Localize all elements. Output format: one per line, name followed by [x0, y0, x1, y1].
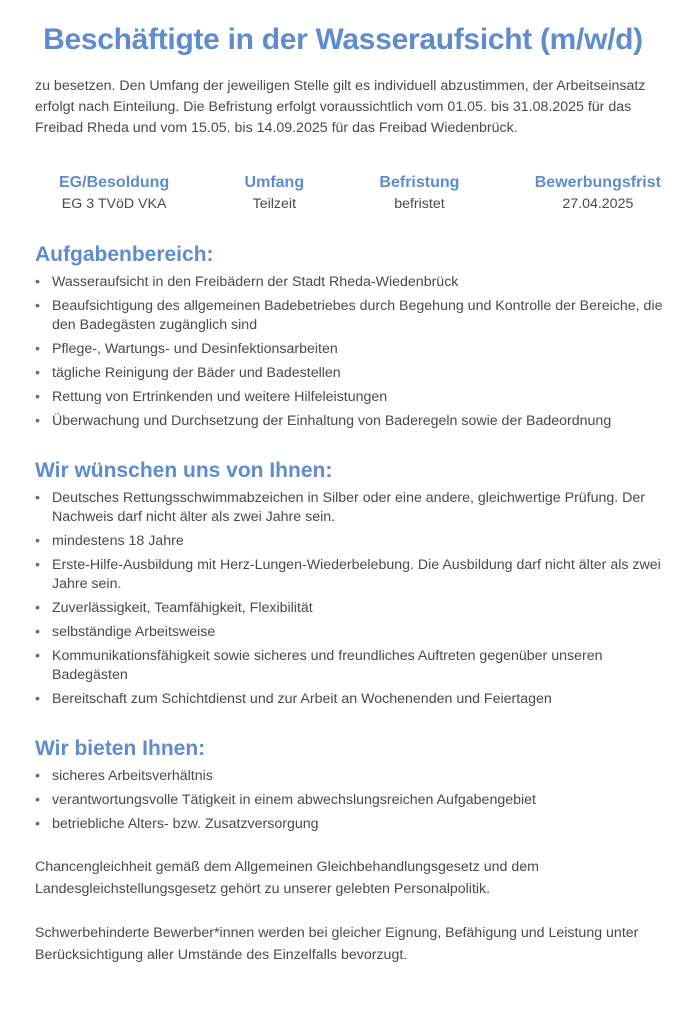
list-item-text: Überwachung und Durchsetzung der Einhaltung von Baderegeln sowie der Badeordnung: [52, 413, 612, 429]
list-item: [35, 273, 673, 292]
list-item-text: Deutsches Rettungsschwimmabzeichen in Silber oder eine andere, gleichwertige Prüfung. Der Nachweis darf nicht älter als zwei Jahre sein.: [52, 490, 646, 525]
list-item: [35, 556, 673, 594]
fact-deadline: [535, 173, 661, 215]
bullet-icon: •: [35, 274, 40, 290]
list-item: [35, 340, 673, 359]
list-item: [35, 623, 673, 642]
page-title: Beschäftigte in der Wasseraufsicht (m/w/d): [43, 23, 643, 56]
list-item: [35, 599, 673, 618]
list-item-text: Zuverlässigkeit, Teamfähigkeit, Flexibilität: [52, 600, 313, 616]
fact-label: Befristung: [379, 174, 460, 191]
section-heading-requirements: Wir wünschen uns von Ihnen:: [35, 459, 333, 482]
fact-label: Umfang: [244, 174, 305, 191]
list-item-text: verantwortungsvolle Tätigkeit in einem abwechslungsreichen Aufgabengebiet: [52, 792, 536, 808]
bullet-icon: •: [35, 557, 40, 573]
key-facts: [35, 173, 673, 215]
list-item-text: mindestens 18 Jahre: [52, 533, 184, 549]
bullet-icon: •: [35, 792, 40, 808]
list-item-text: selbständige Arbeitsweise: [52, 624, 216, 640]
list-item: [35, 690, 673, 709]
fact-pay-grade: [59, 173, 169, 215]
list-item-text: Bereitschaft zum Schichtdienst und zur Arbeit an Wochenenden und Feiertagen: [52, 691, 552, 707]
tasks-list: [35, 273, 673, 431]
bullet-icon: •: [35, 691, 40, 707]
bullet-icon: •: [35, 816, 40, 832]
fact-value: EG 3 TVöD VKA: [61, 196, 167, 212]
bullet-icon: •: [35, 768, 40, 784]
list-item-text: sicheres Arbeitsverhältnis: [52, 768, 213, 784]
intro-paragraph: zu besetzen. Den Umfang der jeweiligen Stelle gilt es individuell abzustimmen, der Arbeitseinsatz erfolgt nach Einteilung. Die Befristung erfolgt voraussichtlich vom 01.05. bis 31.08.2025 für das Freibad Rheda und vom 15.05. bis 14.09.2025 für das Freibad Wiedenbrück.: [35, 78, 646, 136]
bullet-icon: •: [35, 413, 40, 429]
requirements-list: [35, 489, 673, 709]
fact-value: 27.04.2025: [562, 196, 634, 212]
fact-term: [379, 173, 459, 215]
list-item: [35, 532, 673, 551]
fact-value: befristet: [394, 196, 445, 212]
list-item: [35, 489, 673, 527]
fact-value: Teilzeit: [252, 196, 297, 212]
bullet-icon: •: [35, 341, 40, 357]
list-item: [35, 767, 673, 786]
list-item-text: Kommunikationsfähigkeit sowie sicheres und freundliches Auftreten gegenüber unseren Badegästen: [52, 648, 603, 683]
list-item: [35, 412, 673, 431]
list-item-text: Beaufsichtigung des allgemeinen Badebetriebes durch Begehung und Kontrolle der Bereiche, die den Badegästen zugänglich sind: [52, 298, 663, 333]
bullet-icon: •: [35, 533, 40, 549]
bullet-icon: •: [35, 648, 40, 664]
fact-scope: [245, 173, 305, 215]
bullet-icon: •: [35, 389, 40, 405]
equal-opportunity-paragraph: Chancengleichheit gemäß dem Allgemeinen Gleichbehandlungsgesetz und dem Landesgleichstellungsgesetz gehört zu unserer gelebten Personalpolitik.: [35, 859, 539, 897]
bullet-icon: •: [35, 624, 40, 640]
list-item-text: betriebliche Alters- bzw. Zusatzversorgung: [52, 816, 319, 832]
disability-paragraph: Schwerbehinderte Bewerber*innen werden bei gleicher Eignung, Befähigung und Leistung unter Berücksichtigung aller Umstände des Einzelfalls bevorzugt.: [35, 925, 639, 963]
bullet-icon: •: [35, 298, 40, 314]
list-item: [35, 388, 673, 407]
bullet-icon: •: [35, 365, 40, 381]
bullet-icon: •: [35, 490, 40, 506]
list-item: [35, 815, 673, 834]
list-item: [35, 791, 673, 810]
list-item-text: Rettung von Ertrinkenden und weitere Hilfeleistungen: [52, 389, 388, 405]
list-item: [35, 647, 673, 685]
list-item: [35, 364, 673, 383]
section-heading-tasks: Aufgabenbereich:: [35, 243, 214, 266]
list-item-text: Pflege-, Wartungs- und Desinfektionsarbeiten: [52, 341, 338, 357]
list-item: [35, 297, 673, 335]
fact-label: EG/Besoldung: [59, 174, 170, 191]
offer-list: [35, 767, 673, 834]
list-item-text: Erste-Hilfe-Ausbildung mit Herz-Lungen-Wiederbelebung. Die Ausbildung darf nicht älter als zwei Jahre sein.: [52, 557, 661, 592]
bullet-icon: •: [35, 600, 40, 616]
list-item-text: Wasseraufsicht in den Freibädern der Stadt Rheda-Wiedenbrück: [52, 274, 459, 290]
fact-label: Bewerbungsfrist: [534, 174, 661, 191]
list-item-text: tägliche Reinigung der Bäder und Badestellen: [52, 365, 341, 381]
section-heading-offer: Wir bieten Ihnen:: [35, 737, 206, 760]
